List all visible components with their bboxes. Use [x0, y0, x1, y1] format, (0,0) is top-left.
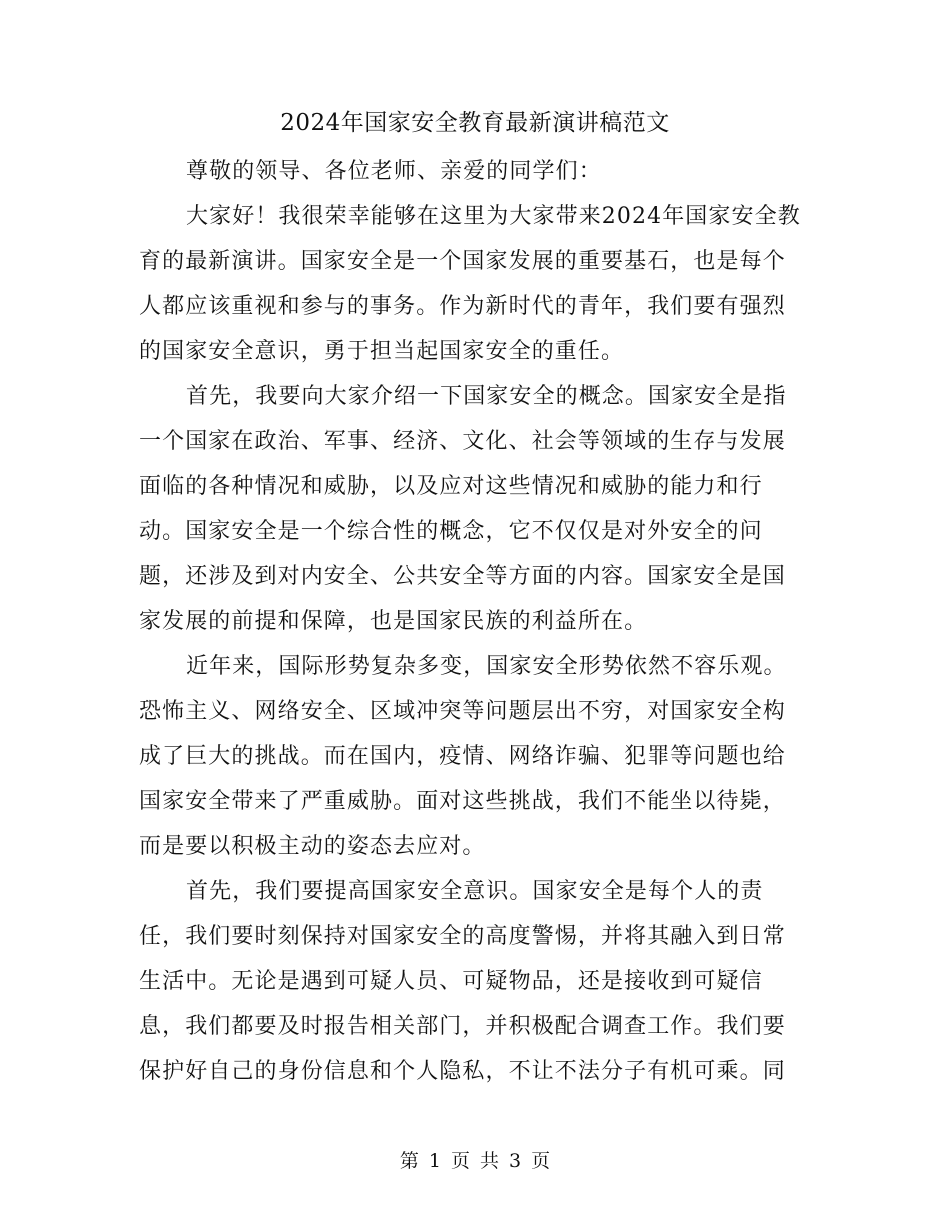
text-line: 人都应该重视和参与的事务。作为新时代的青年，我们要有强烈: [139, 294, 786, 319]
text-line: 生活中。无论是遇到可疑人员、可疑物品，还是接收到可疑信: [139, 969, 763, 994]
text-line: 的国家安全意识，勇于担当起国家安全的重任。: [139, 339, 625, 364]
document-body: [139, 149, 807, 1094]
text-line: 成了巨大的挑战。而在国内，疫情、网络诈骗、犯罪等问题也给: [139, 744, 786, 769]
text-line: 首先，我们要提高国家安全意识。国家安全是每个人的责: [186, 879, 764, 904]
text-line: 首先，我要向大家介绍一下国家安全的概念。国家安全是指: [186, 384, 787, 409]
text-line: 国家安全带来了严重威胁。面对这些挑战，我们不能坐以待毙，: [139, 789, 786, 814]
text-line: 家发展的前提和保障，也是国家民族的利益所在。: [139, 609, 648, 634]
text-line: 任，我们要时刻保持对国家安全的高度警惕，并将其融入到日常: [139, 924, 786, 949]
text-line: 面临的各种情况和威胁，以及应对这些情况和威胁的能力和行: [139, 474, 763, 499]
text-line: 大家好！我很荣幸能够在这里为大家带来2024年国家安全教: [186, 204, 801, 229]
text-line: 近年来，国际形势复杂多变，国家安全形势依然不容乐观。: [186, 654, 787, 679]
text-line: 题，还涉及到对内安全、公共安全等方面的内容。国家安全是国: [139, 564, 786, 589]
text-line: 一个国家在政治、军事、经济、文化、社会等领域的生存与发展: [139, 429, 786, 454]
text-line: 尊敬的领导、各位老师、亲爱的同学们：: [186, 159, 602, 184]
text-line: 息，我们都要及时报告相关部门，并积极配合调查工作。我们要: [139, 1014, 786, 1039]
document-title: 2024年国家安全教育最新演讲稿范文: [280, 110, 670, 136]
text-line: 恐怖主义、网络安全、区域冲突等问题层出不穷，对国家安全构: [139, 699, 786, 724]
page-number-footer: 第 1 页 共 3 页: [399, 1150, 551, 1172]
text-line: 育的最新演讲。国家安全是一个国家发展的重要基石，也是每个: [139, 249, 786, 274]
text-line: 动。国家安全是一个综合性的概念，它不仅仅是对外安全的问: [139, 519, 763, 544]
text-line: 而是要以积极主动的姿态去应对。: [139, 834, 486, 859]
text-line: 保护好自己的身份信息和个人隐私，不让不法分子有机可乘。同: [139, 1059, 786, 1084]
